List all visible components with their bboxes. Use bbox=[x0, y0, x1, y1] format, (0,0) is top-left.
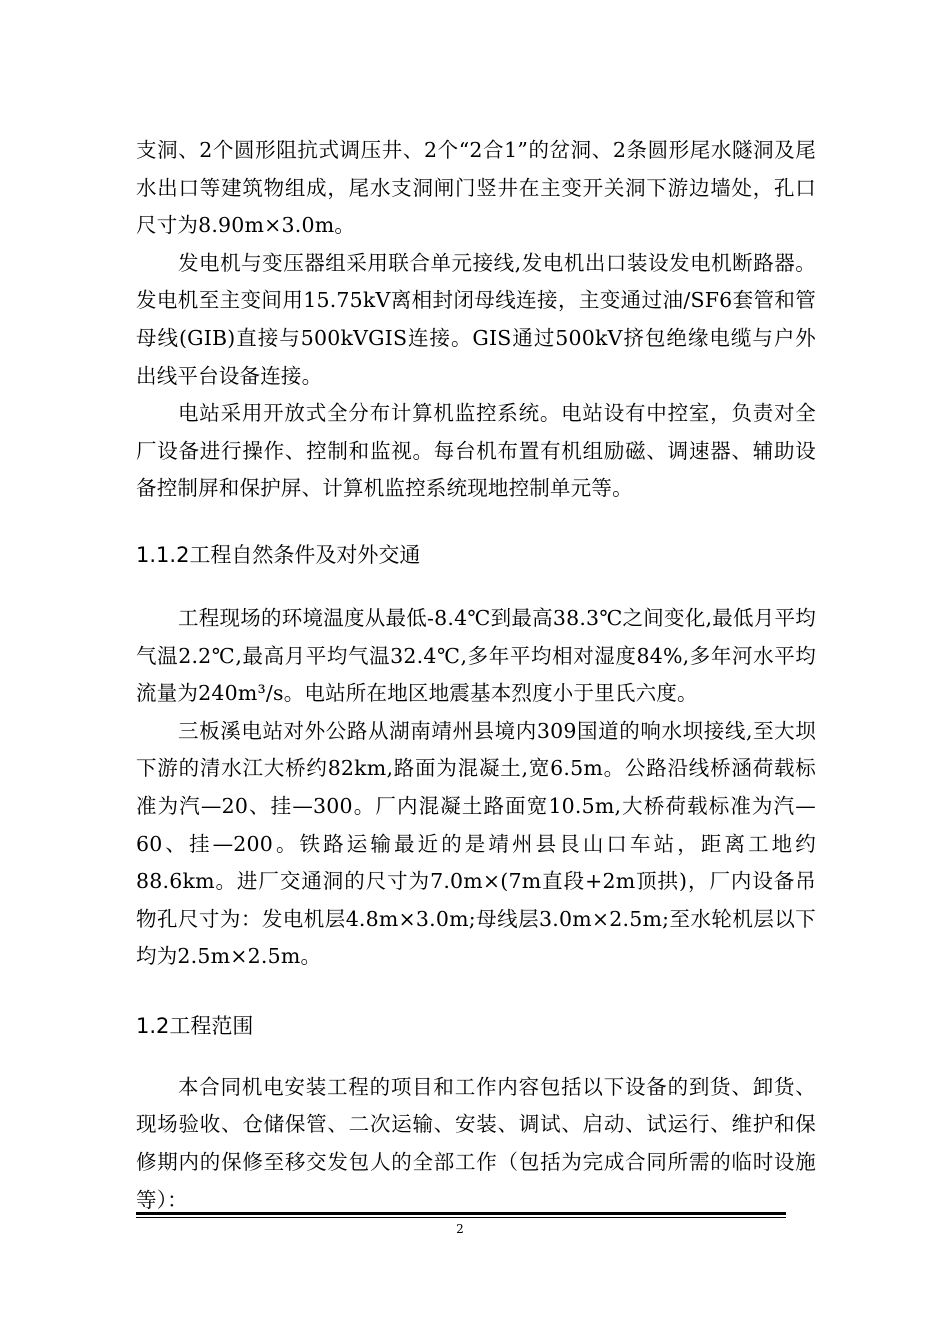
page-number: 2 bbox=[456, 1222, 464, 1236]
body-paragraph: 本合同机电安装工程的项目和工作内容包括以下设备的到货、卸货、现场验收、仓储保管、二次运输、安装、调试、启动、试运行、维护和保修期内的保修至移交发包人的全部工作（包括为完成合同所需的临时设施等）： bbox=[136, 1074, 816, 1212]
body-paragraph: 支洞、2个圆形阻抗式调压井、2个“2合1”的岔洞、2条圆形尾水隧洞及尾水出口等建筑物组成，尾水支洞闸门竖井在主变开关洞下游边墙处，孔口尺寸为8.90m×3.0m。 bbox=[136, 138, 816, 238]
section-heading: 1.2工程范围 bbox=[136, 1013, 254, 1038]
footer-rule-thick bbox=[136, 1212, 786, 1215]
body-paragraph: 三板溪电站对外公路从湖南靖州县境内309国道的响水坝接线,至大坝下游的清水江大桥约82km,路面为混凝土,宽6.5m。公路沿线桥涵荷载标准为汽—20、挂—300。厂内混凝土路面宽10.5m,大桥荷载标准为汽—60、挂—200。铁路运输最近的是靖州县艮山口车站，距离工地约88.6km。进厂交通洞的尺寸为7.0m×(7m直段+2m顶拱)，厂内设备吊物孔尺寸为：发电机层4.8m×3.0m;母线层3.0m×2.5m;至水轮机层以下均为2.5m×2.5m。 bbox=[136, 718, 816, 969]
body-paragraph: 电站采用开放式全分布计算机监控系统。电站设有中控室，负责对全厂设备进行操作、控制和监视。每台机布置有机组励磁、调速器、辅助设备控制屏和保护屏、计算机监控系统现地控制单元等。 bbox=[136, 401, 816, 501]
body-paragraph: 工程现场的环境温度从最低-8.4℃到最高38.3℃之间变化,最低月平均气温2.2℃,最高月平均气温32.4℃,多年平均相对湿度84%,多年河水平均流量为240m³/s。电站所在地区地震基本烈度小于里氏六度。 bbox=[136, 605, 816, 706]
section-heading: 1.1.2工程自然条件及对外交通 bbox=[136, 542, 421, 567]
footer-rule-thin bbox=[136, 1217, 786, 1218]
document-body bbox=[136, 132, 816, 1219]
body-paragraph: 发电机与变压器组采用联合单元接线,发电机出口装设发电机断路器。发电机至主变间用15.75kV离相封闭母线连接，主变通过油/SF6套管和管母线(GIB)直接与500kVGIS连接。GIS通过500kV挤包绝缘电缆与户外出线平台设备连接。 bbox=[136, 250, 816, 388]
